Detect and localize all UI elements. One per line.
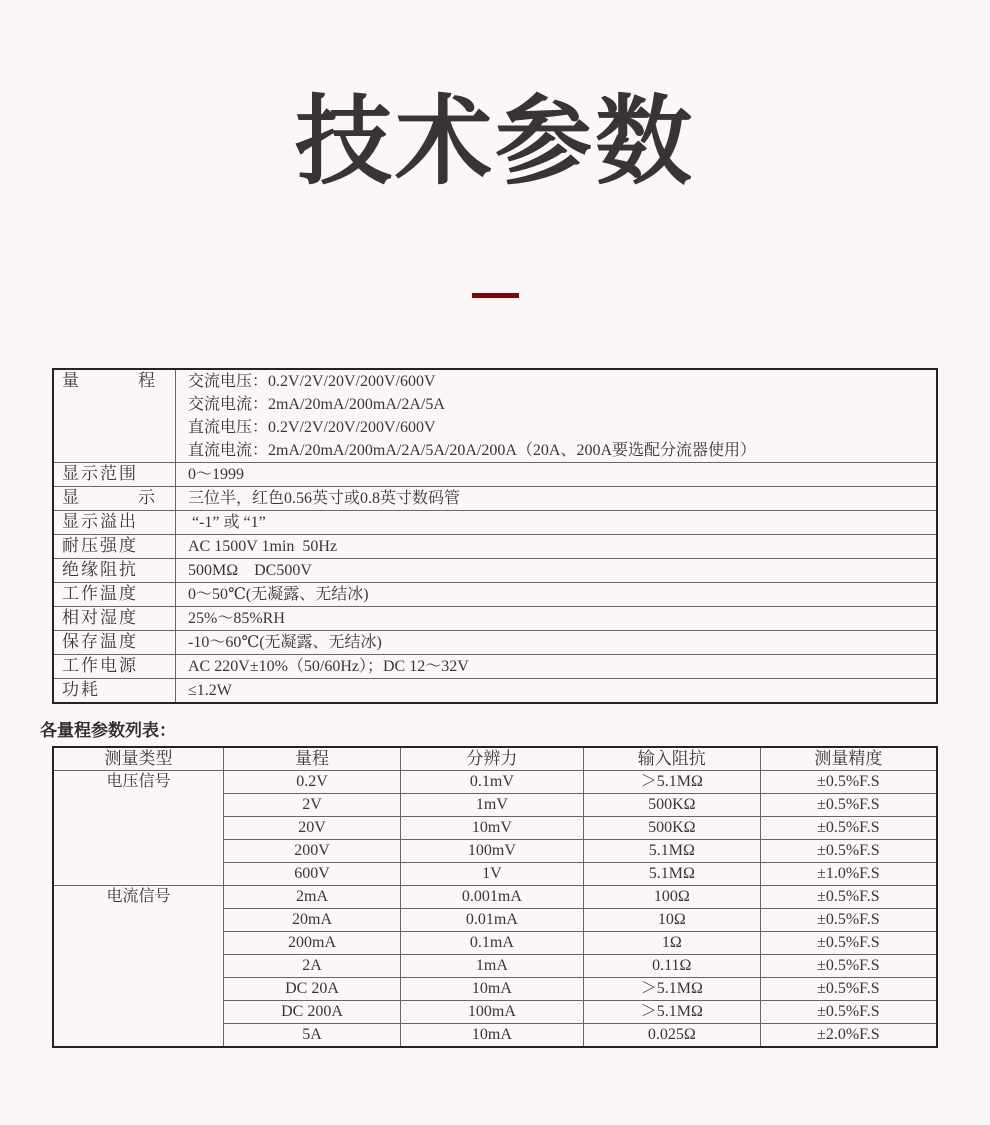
range-cell: 0.1mV (400, 770, 583, 793)
range-cell: 20V (224, 816, 401, 839)
range-header-cell: 测量类型 (53, 747, 224, 771)
range-cell: DC 200A (224, 1000, 401, 1023)
range-cell: 0.025Ω (583, 1023, 760, 1047)
spec-label: 耐压强度 (53, 534, 176, 558)
range-cell: ±0.5%F.S (760, 908, 937, 931)
range-cell: 5A (224, 1023, 401, 1047)
range-cell: 1mA (400, 954, 583, 977)
range-table-body (53, 747, 937, 1047)
range-header-cell: 量程 (224, 747, 401, 771)
content-area (40, 368, 938, 1048)
range-cell: 2A (224, 954, 401, 977)
range-cell: 100mA (400, 1000, 583, 1023)
spec-row (53, 630, 937, 654)
spec-value (176, 630, 938, 654)
spec-value (176, 534, 938, 558)
range-cell: 5.1MΩ (583, 839, 760, 862)
range-cell: 500KΩ (583, 793, 760, 816)
range-table-section-label: 各量程参数列表： (40, 720, 176, 740)
spec-value-line: 三位半，红色0.56英寸或0.8英寸数码管 (188, 489, 461, 507)
spec-value-line: ≤1.2W (188, 681, 232, 699)
spec-value-line: -10～60℃(无凝露、无结冰) (188, 633, 382, 651)
range-cell: 10Ω (583, 908, 760, 931)
spec-value-line: AC 1500V 1min 50Hz (188, 537, 338, 555)
spec-row (53, 510, 937, 534)
spec-value (176, 510, 938, 534)
range-cell: 10mA (400, 1023, 583, 1047)
spec-value (176, 606, 938, 630)
range-cell: ±0.5%F.S (760, 770, 937, 793)
range-cell: ＞5.1MΩ (583, 770, 760, 793)
spec-row (53, 582, 937, 606)
spec-value-line: 0～50℃(无凝露、无结冰) (188, 585, 369, 603)
range-cell: ±0.5%F.S (760, 839, 937, 862)
spec-value-line: 0～1999 (188, 465, 245, 483)
spec-row (53, 486, 937, 510)
spec-row (53, 558, 937, 582)
range-cell: DC 20A (224, 977, 401, 1000)
spec-value-line: 25%～85%RH (188, 609, 285, 627)
spec-label: 显 示 (53, 486, 176, 510)
range-row (53, 770, 937, 793)
spec-table-body (53, 369, 937, 703)
range-cell: 600V (224, 862, 401, 885)
spec-value-line: 交流电压：0.2V/2V/20V/200V/600V (188, 372, 436, 390)
range-row (53, 885, 937, 908)
range-cell: ＞5.1MΩ (583, 1000, 760, 1023)
range-cell: ＞5.1MΩ (583, 977, 760, 1000)
range-cell: 0.001mA (400, 885, 583, 908)
range-cell: ±0.5%F.S (760, 885, 937, 908)
range-cell: ±0.5%F.S (760, 793, 937, 816)
range-cell: 500KΩ (583, 816, 760, 839)
range-table (52, 746, 938, 1048)
spec-label: 量 程 (53, 369, 176, 463)
spec-label: 功耗 (53, 678, 176, 703)
range-header-cell: 输入阻抗 (583, 747, 760, 771)
page-title: 技术参数 (295, 87, 695, 196)
range-cell: 0.1mA (400, 931, 583, 954)
spec-value-line: AC 220V±10%（50/60Hz）；DC 12～32V (188, 657, 469, 675)
spec-label: 显示范围 (53, 462, 176, 486)
spec-row (53, 369, 937, 463)
range-cell: 1V (400, 862, 583, 885)
range-cell: 2V (224, 793, 401, 816)
range-cell: 200mA (224, 931, 401, 954)
range-cell: 10mV (400, 816, 583, 839)
range-cell: 100mV (400, 839, 583, 862)
spec-row (53, 606, 937, 630)
spec-value-line: “-1” 或 “1” (188, 513, 266, 531)
spec-row (53, 534, 937, 558)
spec-label: 保存温度 (53, 630, 176, 654)
range-cell: 100Ω (583, 885, 760, 908)
spec-value (176, 462, 938, 486)
spec-value (176, 558, 938, 582)
spec-value-line: 直流电流：2mA/20mA/200mA/2A/5A/20A/200A（20A、200A要选配分流器使用） (188, 441, 757, 459)
range-cell: 10mA (400, 977, 583, 1000)
range-cell: 0.2V (224, 770, 401, 793)
range-cell: ±1.0%F.S (760, 862, 937, 885)
spec-row (53, 462, 937, 486)
range-header-cell: 分辨力 (400, 747, 583, 771)
spec-row (53, 678, 937, 703)
range-cell: 5.1MΩ (583, 862, 760, 885)
range-cell: 200V (224, 839, 401, 862)
range-cell: 0.11Ω (583, 954, 760, 977)
spec-row (53, 654, 937, 678)
spec-value (176, 486, 938, 510)
accent-dash-divider (472, 293, 519, 298)
range-cell: ±0.5%F.S (760, 977, 937, 1000)
spec-label: 相对湿度 (53, 606, 176, 630)
spec-value (176, 654, 938, 678)
spec-value (176, 369, 938, 463)
range-cell: 1Ω (583, 931, 760, 954)
measurement-type-cell: 电压信号 (53, 770, 224, 885)
spec-value (176, 678, 938, 703)
range-cell: 2mA (224, 885, 401, 908)
range-cell: 1mV (400, 793, 583, 816)
range-cell: ±0.5%F.S (760, 954, 937, 977)
measurement-type-cell: 电流信号 (53, 885, 224, 1047)
spec-label: 绝缘阻抗 (53, 558, 176, 582)
range-cell: ±0.5%F.S (760, 816, 937, 839)
spec-label: 显示溢出 (53, 510, 176, 534)
spec-label: 工作电源 (53, 654, 176, 678)
spec-value (176, 582, 938, 606)
spec-value-line: 交流电流：2mA/20mA/200mA/2A/5A (188, 395, 445, 413)
range-cell: ±0.5%F.S (760, 931, 937, 954)
range-header-cell: 测量精度 (760, 747, 937, 771)
range-cell: ±0.5%F.S (760, 1000, 937, 1023)
spec-value-line: 直流电压：0.2V/2V/20V/200V/600V (188, 418, 436, 436)
spec-table (52, 368, 938, 704)
range-header-row (53, 747, 937, 771)
spec-label: 工作温度 (53, 582, 176, 606)
spec-value-line: 500MΩ DC500V (188, 561, 312, 579)
range-cell: 20mA (224, 908, 401, 931)
range-cell: 0.01mA (400, 908, 583, 931)
range-cell: ±2.0%F.S (760, 1023, 937, 1047)
